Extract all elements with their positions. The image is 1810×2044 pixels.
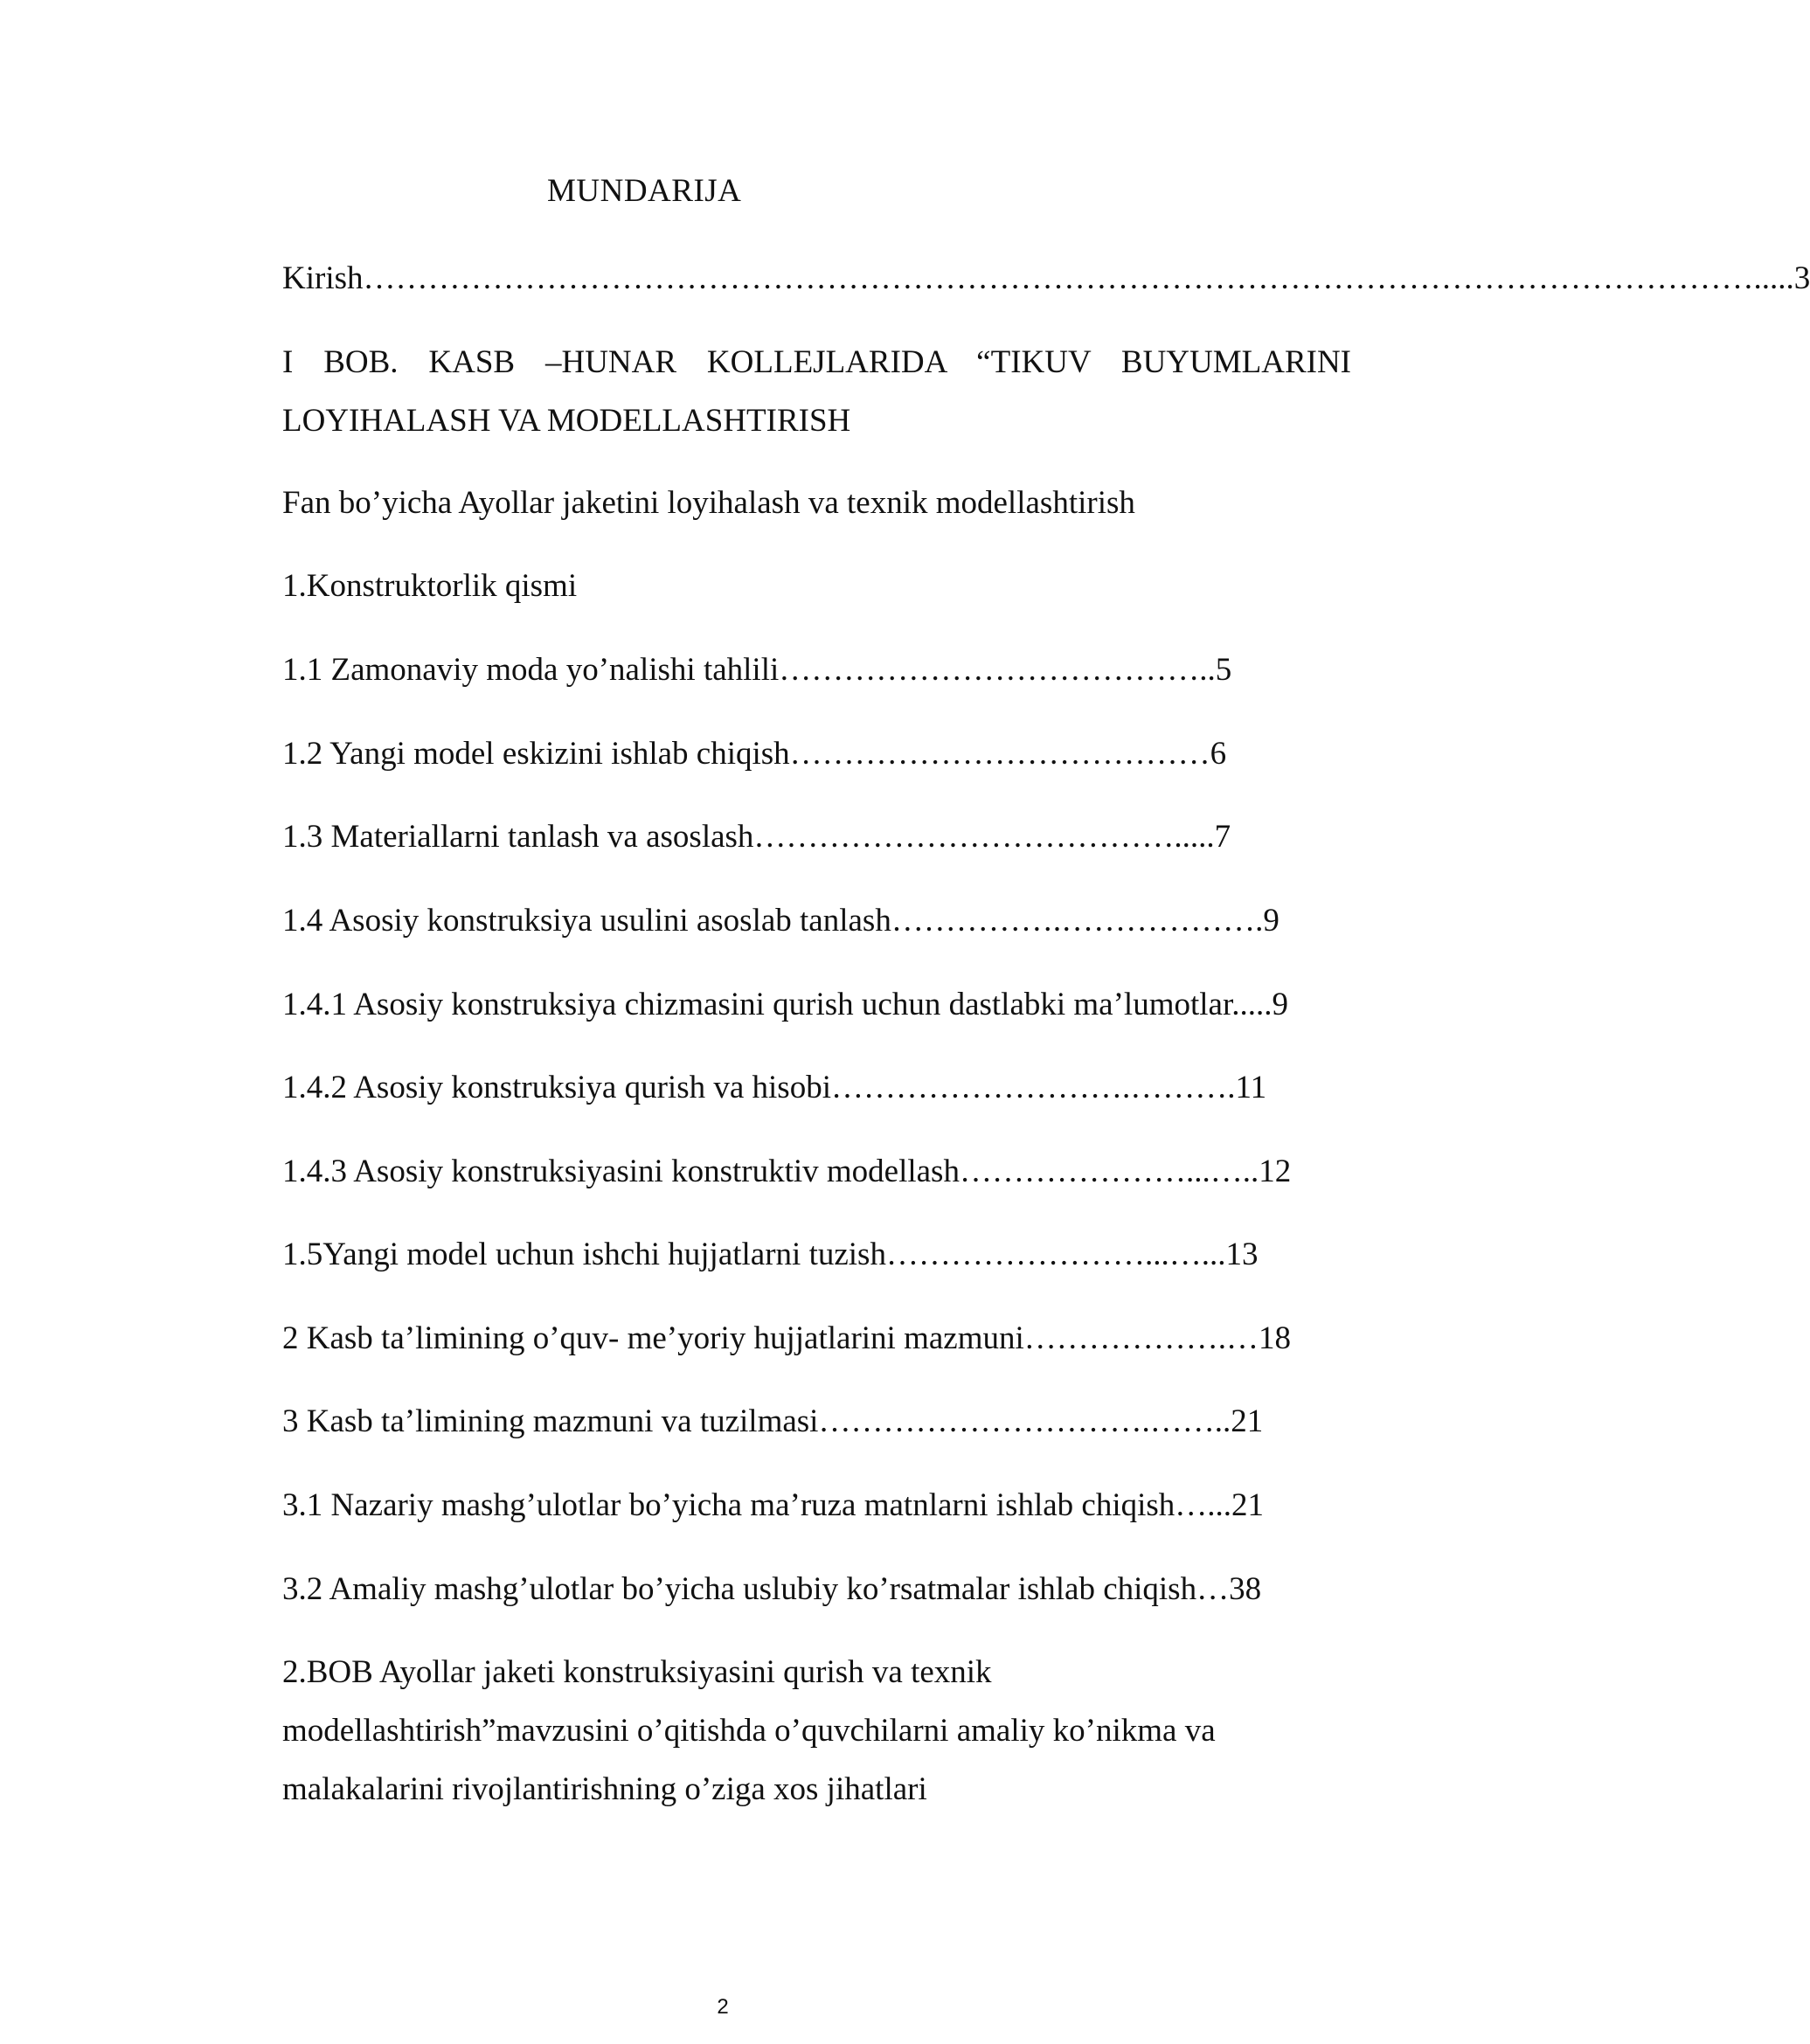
toc-entry-3-1: 3.1 Nazariy mashg’ulotlar bo’yicha ma’ruza matnlarni ishlab chiqish…...21: [282, 1487, 1265, 1523]
toc-chapter-2-heading-line-3: malakalarini rivojlantirishning o’ziga xos jihatlari: [282, 1771, 927, 1807]
toc-subject-line: Fan bo’yicha Ayollar jaketini loyihalash va texnik modellashtirish: [282, 485, 1135, 521]
toc-entry-1-5: 1.5Yangi model uchun ishchi hujjatlarni tuzish……………………...…...13: [282, 1237, 1259, 1272]
toc-chapter-2-heading-line-2: modellashtirish”mavzusini o’qitishda o’quvchilarni amaliy ko’nikma va: [282, 1713, 1216, 1749]
toc-entry-1-2: 1.2 Yangi model eskizini ishlab chiqish…………………………………6: [282, 736, 1227, 772]
page-number: 2: [717, 1995, 729, 2019]
toc-entry-2: 2 Kasb ta’limining o’quv- me’yoriy hujjatlarini mazmuni……………….…18: [282, 1320, 1292, 1356]
toc-entry-3-2: 3.2 Amaliy mashg’ulotlar bo’yicha uslubiy ko’rsatmalar ishlab chiqish…38: [282, 1571, 1262, 1607]
toc-title: MUNDARIJA: [547, 173, 742, 209]
toc-entry-1-4-3: 1.4.3 Asosiy konstruksiyasini konstruktiv modellash…………………...…..12: [282, 1154, 1292, 1189]
toc-chapter-2-heading-line-1: 2.BOB Ayollar jaketi konstruksiyasini qurish va texnik: [282, 1654, 992, 1690]
toc-entry-1-4: 1.4 Asosiy konstruksiya usulini asoslab tanlash…………….……………….9: [282, 903, 1279, 939]
toc-entry-introduction: Kirish………………………………………………………………………………………………………………….....3: [282, 260, 1810, 296]
toc-entry-3: 3 Kasb ta’limining mazmuni va tuzilmasi………………………….……..21: [282, 1403, 1264, 1439]
toc-section-1: 1.Konstruktorlik qismi: [282, 568, 578, 604]
toc-entry-1-4-1: 1.4.1 Asosiy konstruksiya chizmasini qurish uchun dastlabki ma’lumotlar.....9: [282, 987, 1288, 1022]
toc-chapter-1-heading-line-1: I BOB. KASB –HUNAR KOLLEJLARIDA “TIKUV BUYUMLARINI: [282, 344, 1351, 380]
toc-entry-1-3: 1.3 Materiallarni tanlash va asoslash………………………………….....7: [282, 819, 1231, 855]
toc-entry-1-1: 1.1 Zamonaviy moda yo’nalishi tahlili…………………………………..5: [282, 652, 1232, 688]
toc-chapter-1-heading-line-2: LOYIHALASH VA MODELLASHTIRISH: [282, 403, 851, 439]
toc-entry-1-4-2: 1.4.2 Asosiy konstruksiya qurish va hisobi……………………….……….11: [282, 1070, 1267, 1105]
